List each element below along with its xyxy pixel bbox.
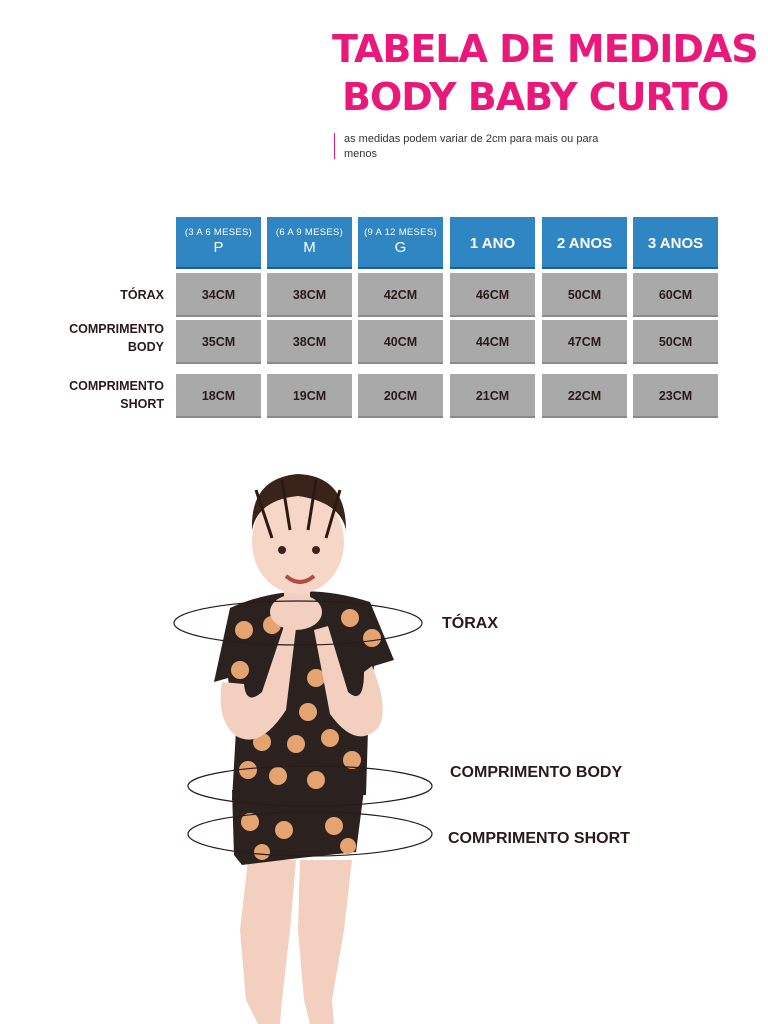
table-cell: 18CM	[176, 374, 261, 418]
size-label: 2 ANOS	[556, 235, 613, 252]
row-label-line: SHORT	[120, 397, 164, 411]
table-cell: 47CM	[542, 320, 627, 364]
table-cell: 40CM	[358, 320, 443, 364]
row-label-torax: TÓRAX	[120, 288, 164, 302]
table-cell: 34CM	[176, 273, 261, 317]
table-cell: 19CM	[267, 374, 352, 418]
row-label-line: BODY	[127, 340, 164, 354]
size-header-p	[176, 217, 261, 269]
size-label: 1 ANO	[469, 235, 516, 252]
table-cell: 60CM	[633, 273, 718, 317]
size-label: M	[303, 239, 316, 256]
size-header-3-anos	[633, 217, 718, 269]
size-label: P	[213, 239, 224, 256]
note-accent-bar	[334, 133, 335, 159]
photo-label-torax: TÓRAX	[442, 615, 498, 632]
table-cell: 38CM	[267, 320, 352, 364]
size-header-g	[358, 217, 443, 269]
child-model-photo	[0, 460, 768, 1024]
table-cell: 50CM	[542, 273, 627, 317]
table-cell: 22CM	[542, 374, 627, 418]
photo-label-comprimento-short: COMPRIMENTO SHORT	[448, 830, 630, 847]
table-cell: 35CM	[176, 320, 261, 364]
size-range: (9 A 12 MESES)	[364, 227, 437, 238]
table-cell: 44CM	[450, 320, 535, 364]
size-label: G	[394, 239, 407, 256]
measurement-note: as medidas podem variar de 2cm para mais ou para menos	[344, 133, 599, 160]
size-range: (3 A 6 MESES)	[184, 227, 253, 238]
row-label-line: COMPRIMENTO	[69, 322, 164, 336]
table-cell: 38CM	[267, 273, 352, 317]
table-cell: 23CM	[633, 374, 718, 418]
table-cell: 42CM	[358, 273, 443, 317]
table-cell: 46CM	[450, 273, 535, 317]
size-header-1-ano	[450, 217, 535, 269]
row-label-line: COMPRIMENTO	[69, 379, 164, 393]
size-header-m	[267, 217, 352, 269]
size-label: 3 ANOS	[647, 235, 704, 252]
row-label-comprimento-body	[69, 320, 164, 356]
size-range: (6 A 9 MESES)	[275, 227, 344, 238]
table-cell: 20CM	[358, 374, 443, 418]
photo-label-comprimento-body: COMPRIMENTO BODY	[450, 764, 623, 781]
table-cell: 50CM	[633, 320, 718, 364]
row-label-comprimento-short	[69, 377, 164, 413]
page-title-line-1: TABELA DE MEDIDAS	[332, 27, 758, 71]
table-cell: 21CM	[450, 374, 535, 418]
size-header-2-anos	[542, 217, 627, 269]
page-title-line-2: BODY BABY CURTO	[342, 75, 729, 119]
